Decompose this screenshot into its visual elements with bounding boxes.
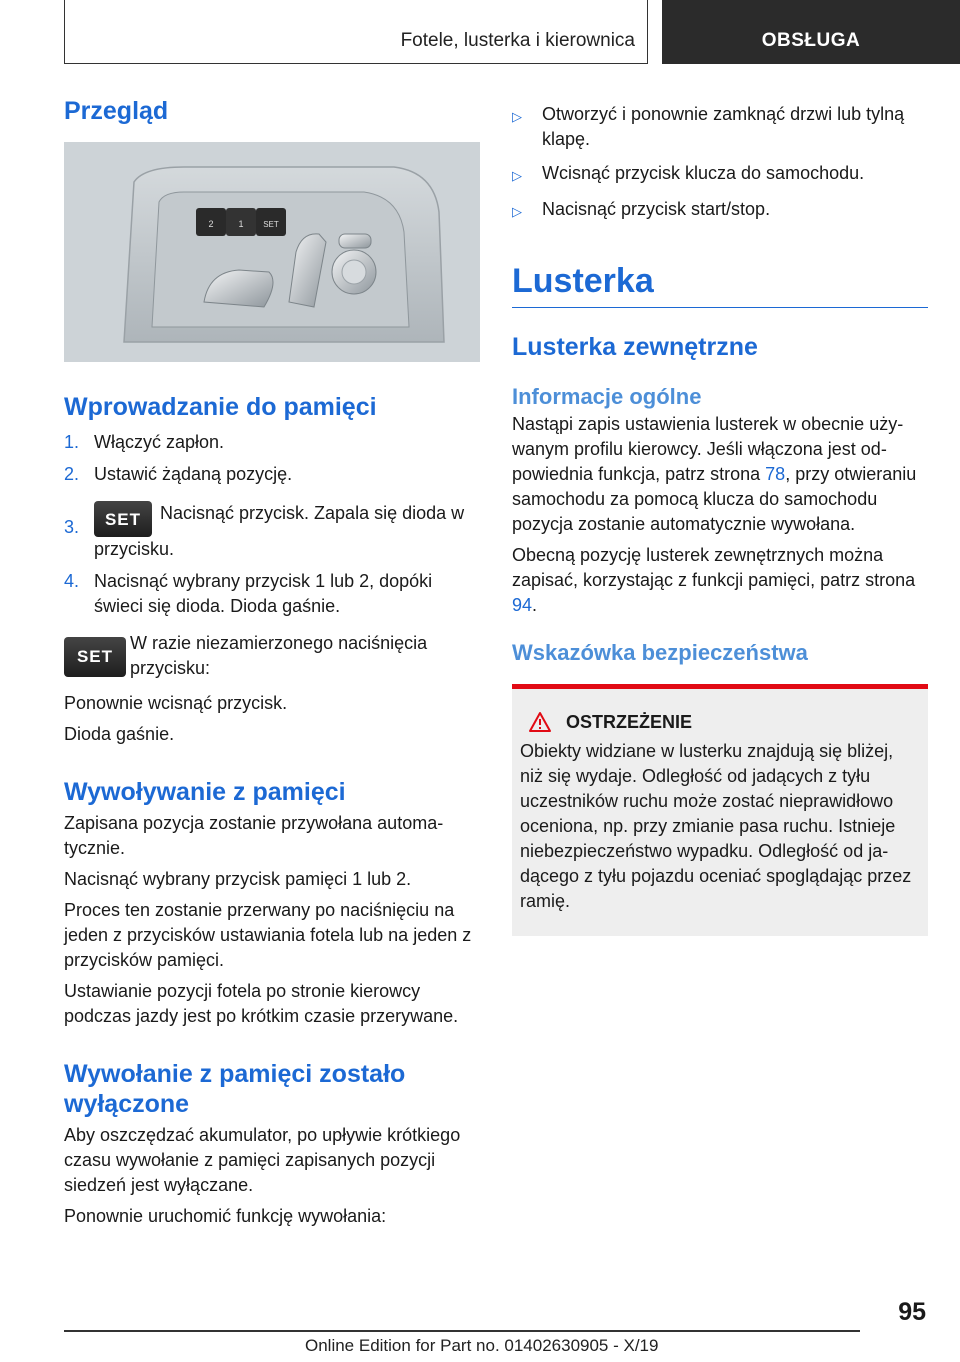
- left-column: [64, 96, 480, 1229]
- page-link-78[interactable]: 78: [765, 464, 786, 484]
- step-text: Nacisnąć wybrany przycisk 1 lub 2, dopóki świeci się dioda. Dioda gaśnie.: [94, 571, 433, 616]
- disabled-paragraph-2: Ponownie uruchomić funkcję wywołania:: [64, 1206, 387, 1226]
- page-number: 95: [898, 1298, 926, 1326]
- seat-controls-illustration: [64, 142, 480, 362]
- memory-button-2: 2: [208, 219, 214, 229]
- step-number: 4.: [64, 571, 80, 591]
- warning-triangle-icon: [528, 711, 552, 733]
- reactivate-steps-list: [512, 102, 928, 224]
- edition-text: Online Edition for Part no. 01402630905 - X/19: [305, 1336, 659, 1355]
- list-item: [512, 102, 928, 152]
- store-steps-list: [64, 430, 480, 619]
- warning-box: [512, 684, 928, 936]
- chapter-tab: OBSŁUGA: [662, 0, 960, 64]
- disabled-paragraph-1: Aby oszczędzać akumulator, po upływie krótkiego czasu wywołanie z pamięci zapisanych pozycji siedzeń jest wyłączane.: [64, 1125, 461, 1195]
- right-column: [512, 96, 928, 936]
- list-item: [64, 430, 480, 455]
- mirrors-heading: Lusterka: [512, 262, 928, 308]
- set-button-icon: SET: [94, 501, 152, 537]
- step-number: 2.: [64, 464, 80, 484]
- press-again-text: Ponownie wcisnąć przycisk.: [64, 693, 288, 713]
- general-info-heading: Informacje ogólne: [512, 384, 702, 409]
- store-heading: Wprowadzanie do pamięci: [64, 393, 377, 421]
- header-box: [64, 0, 648, 64]
- seat-controls-photo: [64, 142, 480, 362]
- memory-button-1: 1: [238, 219, 244, 229]
- triangle-bullet-icon: ▷: [512, 204, 522, 219]
- list-item: [512, 161, 928, 188]
- accidental-press-note: [64, 631, 480, 681]
- warning-title-row: [520, 711, 920, 733]
- general-text-part: Nastąpi zapis ustawienia lusterek w obecnie używanym profilu kierowcy. Jeśli włączona jest odpowiednia funkcja, patrz strona: [512, 414, 904, 484]
- general-text-part: .: [532, 595, 538, 615]
- triangle-bullet-icon: ▷: [512, 168, 522, 183]
- recall-heading: Wywoływanie z pamięci: [64, 778, 346, 806]
- list-item: [64, 569, 480, 619]
- exterior-mirrors-heading: Lusterka zewnętrzne: [512, 333, 758, 361]
- step-text: Włączyć zapłon.: [94, 432, 225, 452]
- section-title: Fotele, lusterka i kierownica: [400, 30, 635, 51]
- safety-heading: Wskazówka bezpieczeństwa: [512, 640, 808, 665]
- recall-paragraph-3: Proces ten zostanie przerwany po naciśnięciu na jeden z przycisków ustawiania fotela lub na jeden z przycisków pamięci.: [64, 900, 472, 970]
- triangle-bullet-icon: ▷: [512, 109, 522, 124]
- page-link-94[interactable]: 94: [512, 595, 533, 615]
- action-text: Otworzyć i ponownie zamknąć drzwi lub tylną klapę.: [542, 104, 905, 149]
- set-button-icon: SET: [64, 637, 126, 677]
- led-off-text: Dioda gaśnie.: [64, 724, 175, 744]
- list-item: [512, 197, 928, 224]
- step-number: 3.: [64, 517, 80, 537]
- warning-title: OSTRZEŻENIE: [566, 711, 693, 732]
- general-paragraph-2: [512, 543, 928, 618]
- overview-heading: Przegląd: [64, 97, 169, 125]
- action-text: Nacisnąć przycisk start/stop.: [542, 199, 771, 219]
- list-item: [64, 462, 480, 487]
- recall-paragraph-4: Ustawianie pozycji fotela po stronie kierowcy podczas jazdy jest po krótkim czasie przerywane.: [64, 981, 459, 1026]
- step-number: 1.: [64, 432, 80, 452]
- memory-buttons: [196, 208, 286, 236]
- general-text-part: , przy otwieraniu samochodu za pomocą klucza do samochodu pozycja zostanie automatycznie wywołana.: [512, 464, 917, 534]
- general-text-part: Obecną pozycję lusterek zewnętrznych można zapisać, korzystając z funkcji pamięci, patrz strona: [512, 545, 916, 590]
- general-paragraph-1: [512, 412, 928, 537]
- action-text: Wcisnąć przycisk klucza do samochodu.: [542, 163, 865, 183]
- step-text: Nacisnąć przycisk. Zapala się dioda w przycisku.: [94, 503, 465, 559]
- list-item: [64, 501, 480, 562]
- memory-button-set: SET: [263, 220, 279, 229]
- footer-divider: [64, 1330, 860, 1332]
- disabled-heading: Wywołanie z pamięci zostało wyłączone: [64, 1060, 406, 1118]
- step-text: Ustawić żądaną pozycję.: [94, 464, 293, 484]
- recall-paragraph-2: Nacisnąć wybrany przycisk pamięci 1 lub 2.: [64, 869, 412, 889]
- warning-text: Obiekty widziane w lusterku znajdują się bliżej, niż się wydaje. Odległość od jadących z tyłu uczestników ruchu może zostać nieprawidłowo oceniona, np. przy zmianie pasa ruchu. Istnieje niebezpieczeństwo wypadku. Odległość od jadącego z tyłu pojazdu oceniać spoglądając przez ramię.: [520, 741, 912, 911]
- accidental-press-text: W razie niezamierzonego naciśnięcia przycisku:: [130, 633, 428, 678]
- recall-paragraph-1: Zapisana pozycja zostanie przywołana automatycznie.: [64, 813, 444, 858]
